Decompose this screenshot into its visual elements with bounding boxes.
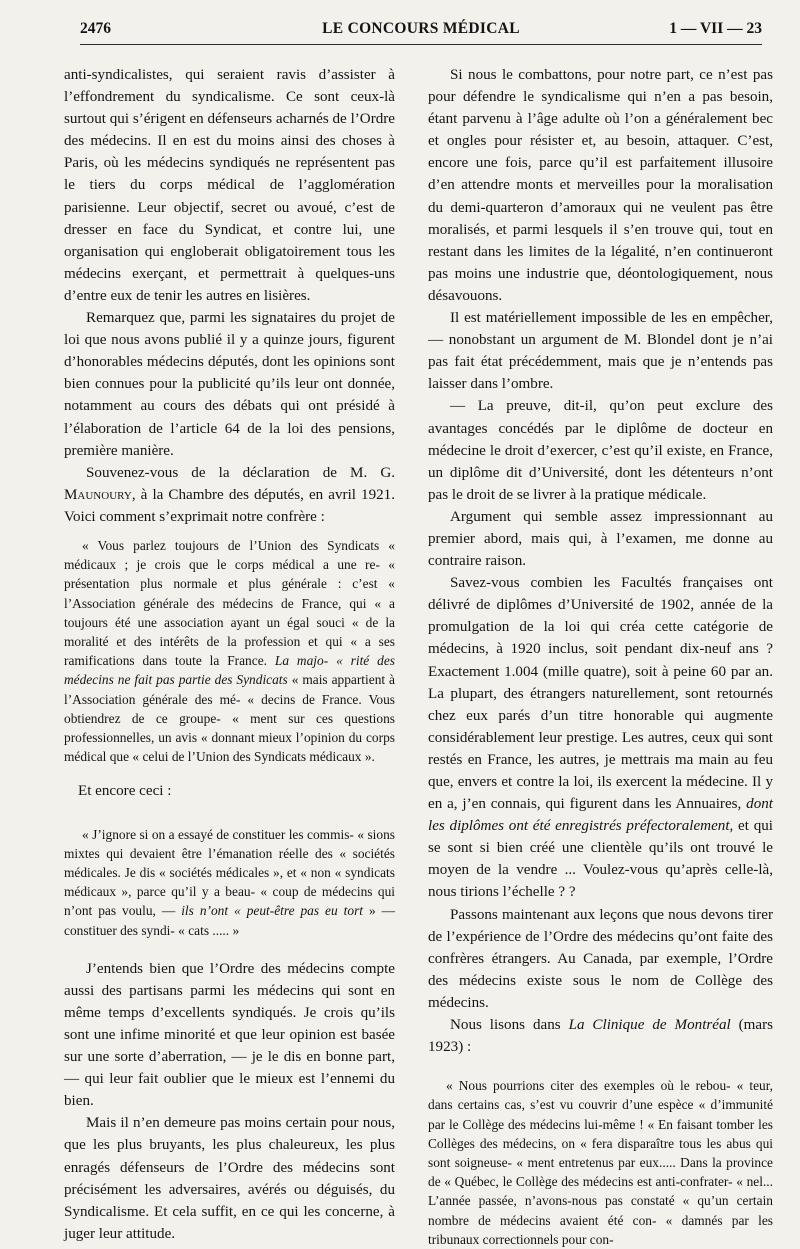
section-heading: Et encore ceci :: [78, 783, 172, 800]
quotation: « J’ignore si on a essayé de constituer les commis- « sions mixtes qui devaient être l’émanation réelle des « sociétés médicales. Je dis « sociétés médicales », et « non « syndicats médicaux », parce qu’il y a beau- « coup de médecins qui n’ont pas voulu, — ils n’ont « peut-être pas eu tort » — constituer des syndi- « cats ..... »: [64, 826, 396, 938]
left-column: [64, 64, 395, 1245]
publication-title: La Clinique de Montréal: [568, 1017, 731, 1034]
person-name: Maunoury: [64, 486, 132, 503]
paragraph: Nous lisons dans La Clinique de Montréal (mars 1923) :: [428, 1017, 773, 1056]
paragraph: anti-syndicalistes, qui seraient ravis d’assister à l’effondrement du syndicalisme. Ce sont ceux-là surtout qui s’érigent en défenseurs acharnés de l’Ordre des médecins. Il en est du moins ainsi des choses à Paris, où les médecins syndiqués ne représentent pas le tiers du corps médical de l’agglomération parisienne. Leur objectif, secret ou avoué, c’est de dresser en face du Syndicat, et contre lui, une organisation qui engloberait obligatoirement tous les médecins exerçant, et permettrait à quelques-uns d’entre eux de tenir les autres en lisières.: [64, 67, 395, 304]
paragraph: J’entends bien que l’Ordre des médecins compte aussi des partisans parmi les médecins qui sont en même temps d’excellents syndiqués. Je crois qu’ils sont une infime minorité et que leur opinion est basée sur une sorte d’aberration, — je le dis en bonne part, — qui leur fait oublier que le mieux est l’ennemi du bien.: [64, 960, 395, 1110]
paragraph: Passons maintenant aux leçons que nous devons tirer de l’expérience de l’Ordre des médecins qu’ont faite des confrères étrangers. Au Canada, par exemple, l’Ordre des médecins existe sous le nom de Collège des médecins.: [428, 906, 773, 1011]
paragraph: Savez-vous combien les Facultés françaises ont délivré de diplômes d’Université de 1902, année de la promulgation de la loi qui créa cette catégorie de médecins, à 1920 inclus, soit pendant dix-neuf ans ? Exactement 1.004 (mille quatre), soit à peine 60 par an. La plupart, des étrangers naturellement, sont retournés chez eux parés d’un titre honorable qui augmente considérablement leur prestige. Les autres, ceux qui sont restés en France, les autres, je mettrais ma main au feu que, envers et contre la loi, ils exercent la médecine. Il y en a, j’en connais, qui figurent dans les Annuaires, dont les diplômes ont été enregistrés préfectoralement, et qui se sont si bien créé une clientèle qu’ils ont trouvé le moyen de la vendre ... Voulez-vous qu’après celle-là, nous tirions l’échelle ? ?: [428, 575, 773, 901]
paragraph: Il est matériellement impossible de les en empêcher, — nonobstant un argument de M. Blondel dont je n’ai pas fait état précédemment, mais que je n’entends pas laisser dans l’ombre.: [428, 310, 773, 393]
paragraph: — La preuve, dit-il, qu’on peut exclure des avantages concédés par le diplôme de docteur en médecine le droit d’exercer, c’est qu’il existe, en France, un diplôme dit d’Université, dont les détenteurs n’ont pas le droit de se livrer à la pratique médicale.: [428, 398, 773, 503]
quotation: « Vous parlez toujours de l’Union des Syndicats « médicaux ; je crois que le corps médical a une re- « présentation plus normale et plus générale : c’est « l’Association générale des médecins de France, qui « a toujours été une association ayant un égal souci « de la moralité et des intérêts de la profession et qui « a ses ramifications dans toute la France. La majo- « rité des médecins ne fait pas partie des Syndicats « mais appartient à l’Association générale des mé- « decins de France. Vous obtiendrez de ce groupe- « ment sur ces questions professionnelles, un avis « donnant mieux l’opinion du corps médical que « celui de l’Union des Syndicats médicaux ».: [64, 537, 395, 765]
paragraph: Remarquez que, parmi les signataires du projet de loi que nous avons publié il y a quinze jours, figurent d’honorables médecins députés, dont les opinions sont bien connues pour la publicité qu’ils leur ont donnée, notamment au cours des débats qui ont présidé à l’élaboration de l’article 64 de la loi des pensions, première manière.: [64, 310, 395, 459]
quotation: « Nous pourrions citer des exemples où le rebou- « teur, dans certains cas, s’est vu couvrir d’une espèce « d’immunité par le Collège des médecins lui-même ! « En faisant tomber les Collèges des médecins, on « fera disparaître tous les abus qui sont soigneuse- « ment entretenus par eux..... Dans la province de « Québec, le Collège des médecins est anti-confrater- « nel... L’année passée, n’avons-nous pas constaté « qu’un certain nombre de médecins avaient été con- « damnés par les tribunaux correctionnels pour con-: [428, 1078, 773, 1247]
paragraph: Argument qui semble assez impressionnant au premier abord, mais qui, à l’examen, me donne au contraire raison.: [428, 508, 773, 570]
paragraph: Mais il n’en demeure pas moins certain pour nous, que les plus bruyants, les plus chaleureux, les plus enragés défenseurs de l’Ordre des médecins sont précisément les adversaires, avérés ou déguisés, du Syndicalisme. Et cela suffit, en ce qui les concerne, à juger leur attitude.: [64, 1115, 395, 1242]
right-column: [428, 64, 773, 1249]
paragraph: Souvenez-vous de la déclaration de M. G. Maunoury, à la Chambre des députés, en avril 1921. Voici comment s’exprimait notre confrère :: [64, 464, 395, 525]
journal-title: LE CONCOURS MÉDICAL: [322, 20, 520, 37]
paragraph: Si nous le combattons, pour notre part, ce n’est pas pour défendre le syndicalisme qui n’en a pas besoin, étant parvenu à l’âge adulte où l’on a généralement bec et ongles pour résister et, au besoin, attaquer. C’est, encore une fois, parce qu’il est parfaitement illusoire d’en attendre monts et merveilles pour la moralisation du demi-quarteron d’amoraux qui ne veulent pas être moralisés, et parmi lesquels il s’en trouve qui, tout en restant dans les limites de la légalité, n’en continueront pas moins une industrie que, déontologiquement, nous désavouons.: [428, 67, 773, 304]
issue-date: 1 — VII — 23: [669, 20, 762, 37]
page-number: 2476: [80, 20, 111, 37]
page-header: [80, 14, 762, 45]
